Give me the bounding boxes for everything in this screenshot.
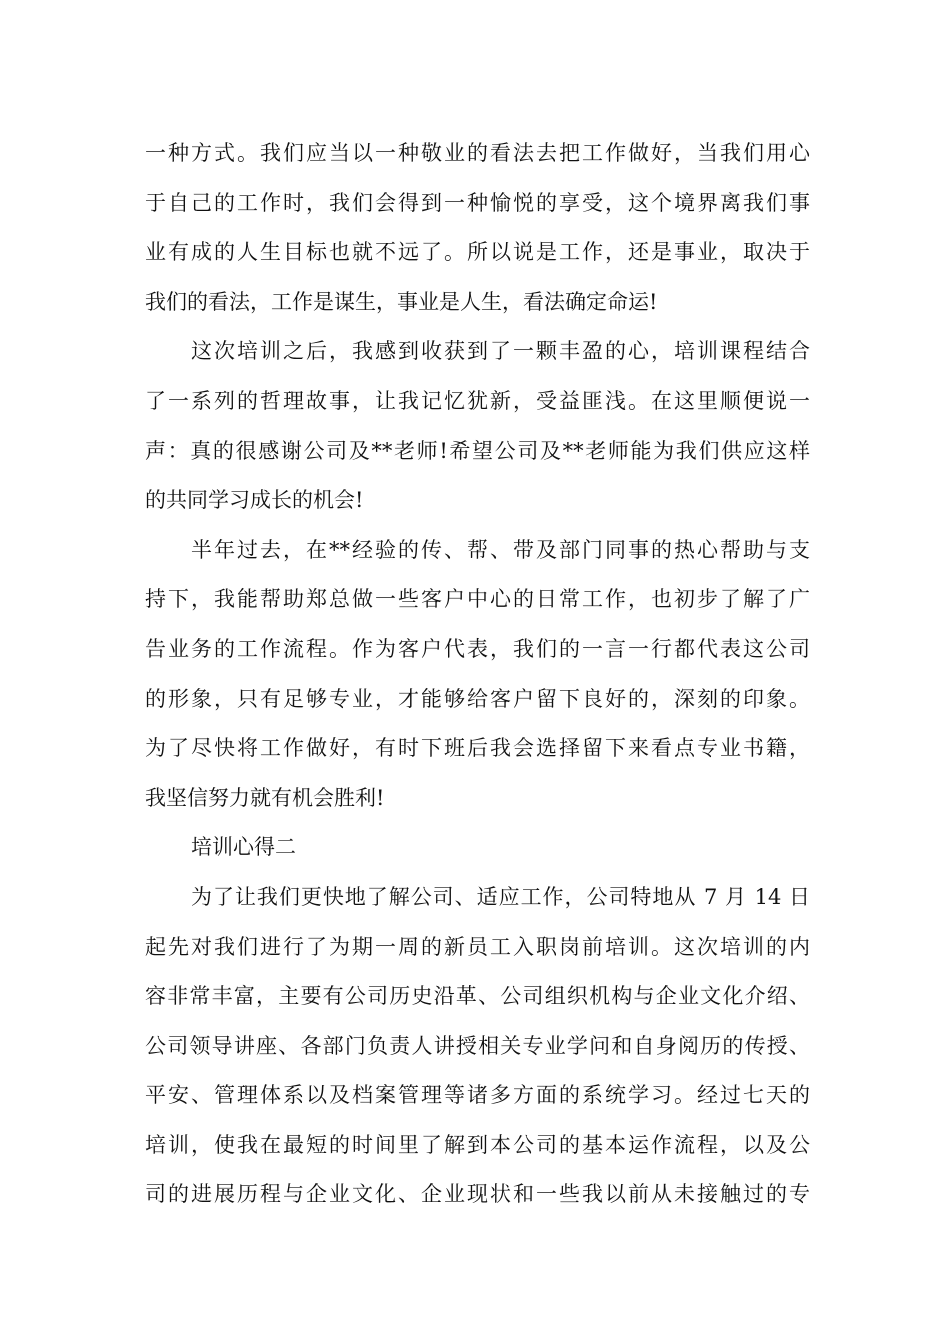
text-line: 容非常丰富，主要有公司历史沿革、公司组织机构与企业文化介绍、 <box>145 984 810 1009</box>
text-line: 半年过去，在**经验的传、帮、带及部门同事的热心帮助与支 <box>191 537 810 562</box>
text-line: 为了让我们更快地了解公司、适应工作，公司特地从 7 月 14 日 <box>191 884 810 909</box>
text-line: 平安、管理体系以及档案管理等诸多方面的系统学习。经过七天的 <box>145 1083 810 1108</box>
text-line: 声：真的很感谢公司及**老师!希望公司及**老师能为我们供应这样 <box>145 438 810 463</box>
text-line: 的形象，只有足够专业，才能够给客户留下良好的，深刻的印象。 <box>145 686 810 711</box>
text-line: 培训心得二 <box>191 835 296 860</box>
text-line: 的共同学习成长的机会! <box>145 488 364 513</box>
text-line: 培训，使我在最短的时间里了解到本公司的基本运作流程，以及公 <box>145 1132 810 1157</box>
text-line: 司的进展历程与企业文化、企业现状和一些我以前从未接触过的专 <box>145 1182 810 1207</box>
text-line: 为了尽快将工作做好，有时下班后我会选择留下来看点专业书籍， <box>145 736 810 761</box>
text-line: 告业务的工作流程。作为客户代表，我们的一言一行都代表这公司 <box>145 636 810 661</box>
text-line: 于自己的工作时，我们会得到一种愉悦的享受，这个境界离我们事 <box>145 190 810 215</box>
text-line: 业有成的人生目标也就不远了。所以说是工作，还是事业，取决于 <box>145 240 810 265</box>
text-line: 持下，我能帮助郑总做一些客户中心的日常工作，也初步了解了广 <box>145 587 810 612</box>
text-line: 公司领导讲座、各部门负责人讲授相关专业学问和自身阅历的传授、 <box>145 1033 810 1058</box>
text-line: 起先对我们进行了为期一周的新员工入职岗前培训。这次培训的内 <box>145 934 810 959</box>
document-body <box>145 129 810 1220</box>
text-line: 这次培训之后，我感到收获到了一颗丰盈的心，培训课程结合 <box>191 339 810 364</box>
text-line: 了一系列的哲理故事，让我记忆犹新，受益匪浅。在这里顺便说一 <box>145 388 810 413</box>
text-line: 我坚信努力就有机会胜利! <box>145 785 385 810</box>
text-line: 我们的看法，工作是谋生，事业是人生，看法确定命运! <box>145 289 658 314</box>
text-line: 一种方式。我们应当以一种敬业的看法去把工作做好，当我们用心 <box>145 141 810 165</box>
